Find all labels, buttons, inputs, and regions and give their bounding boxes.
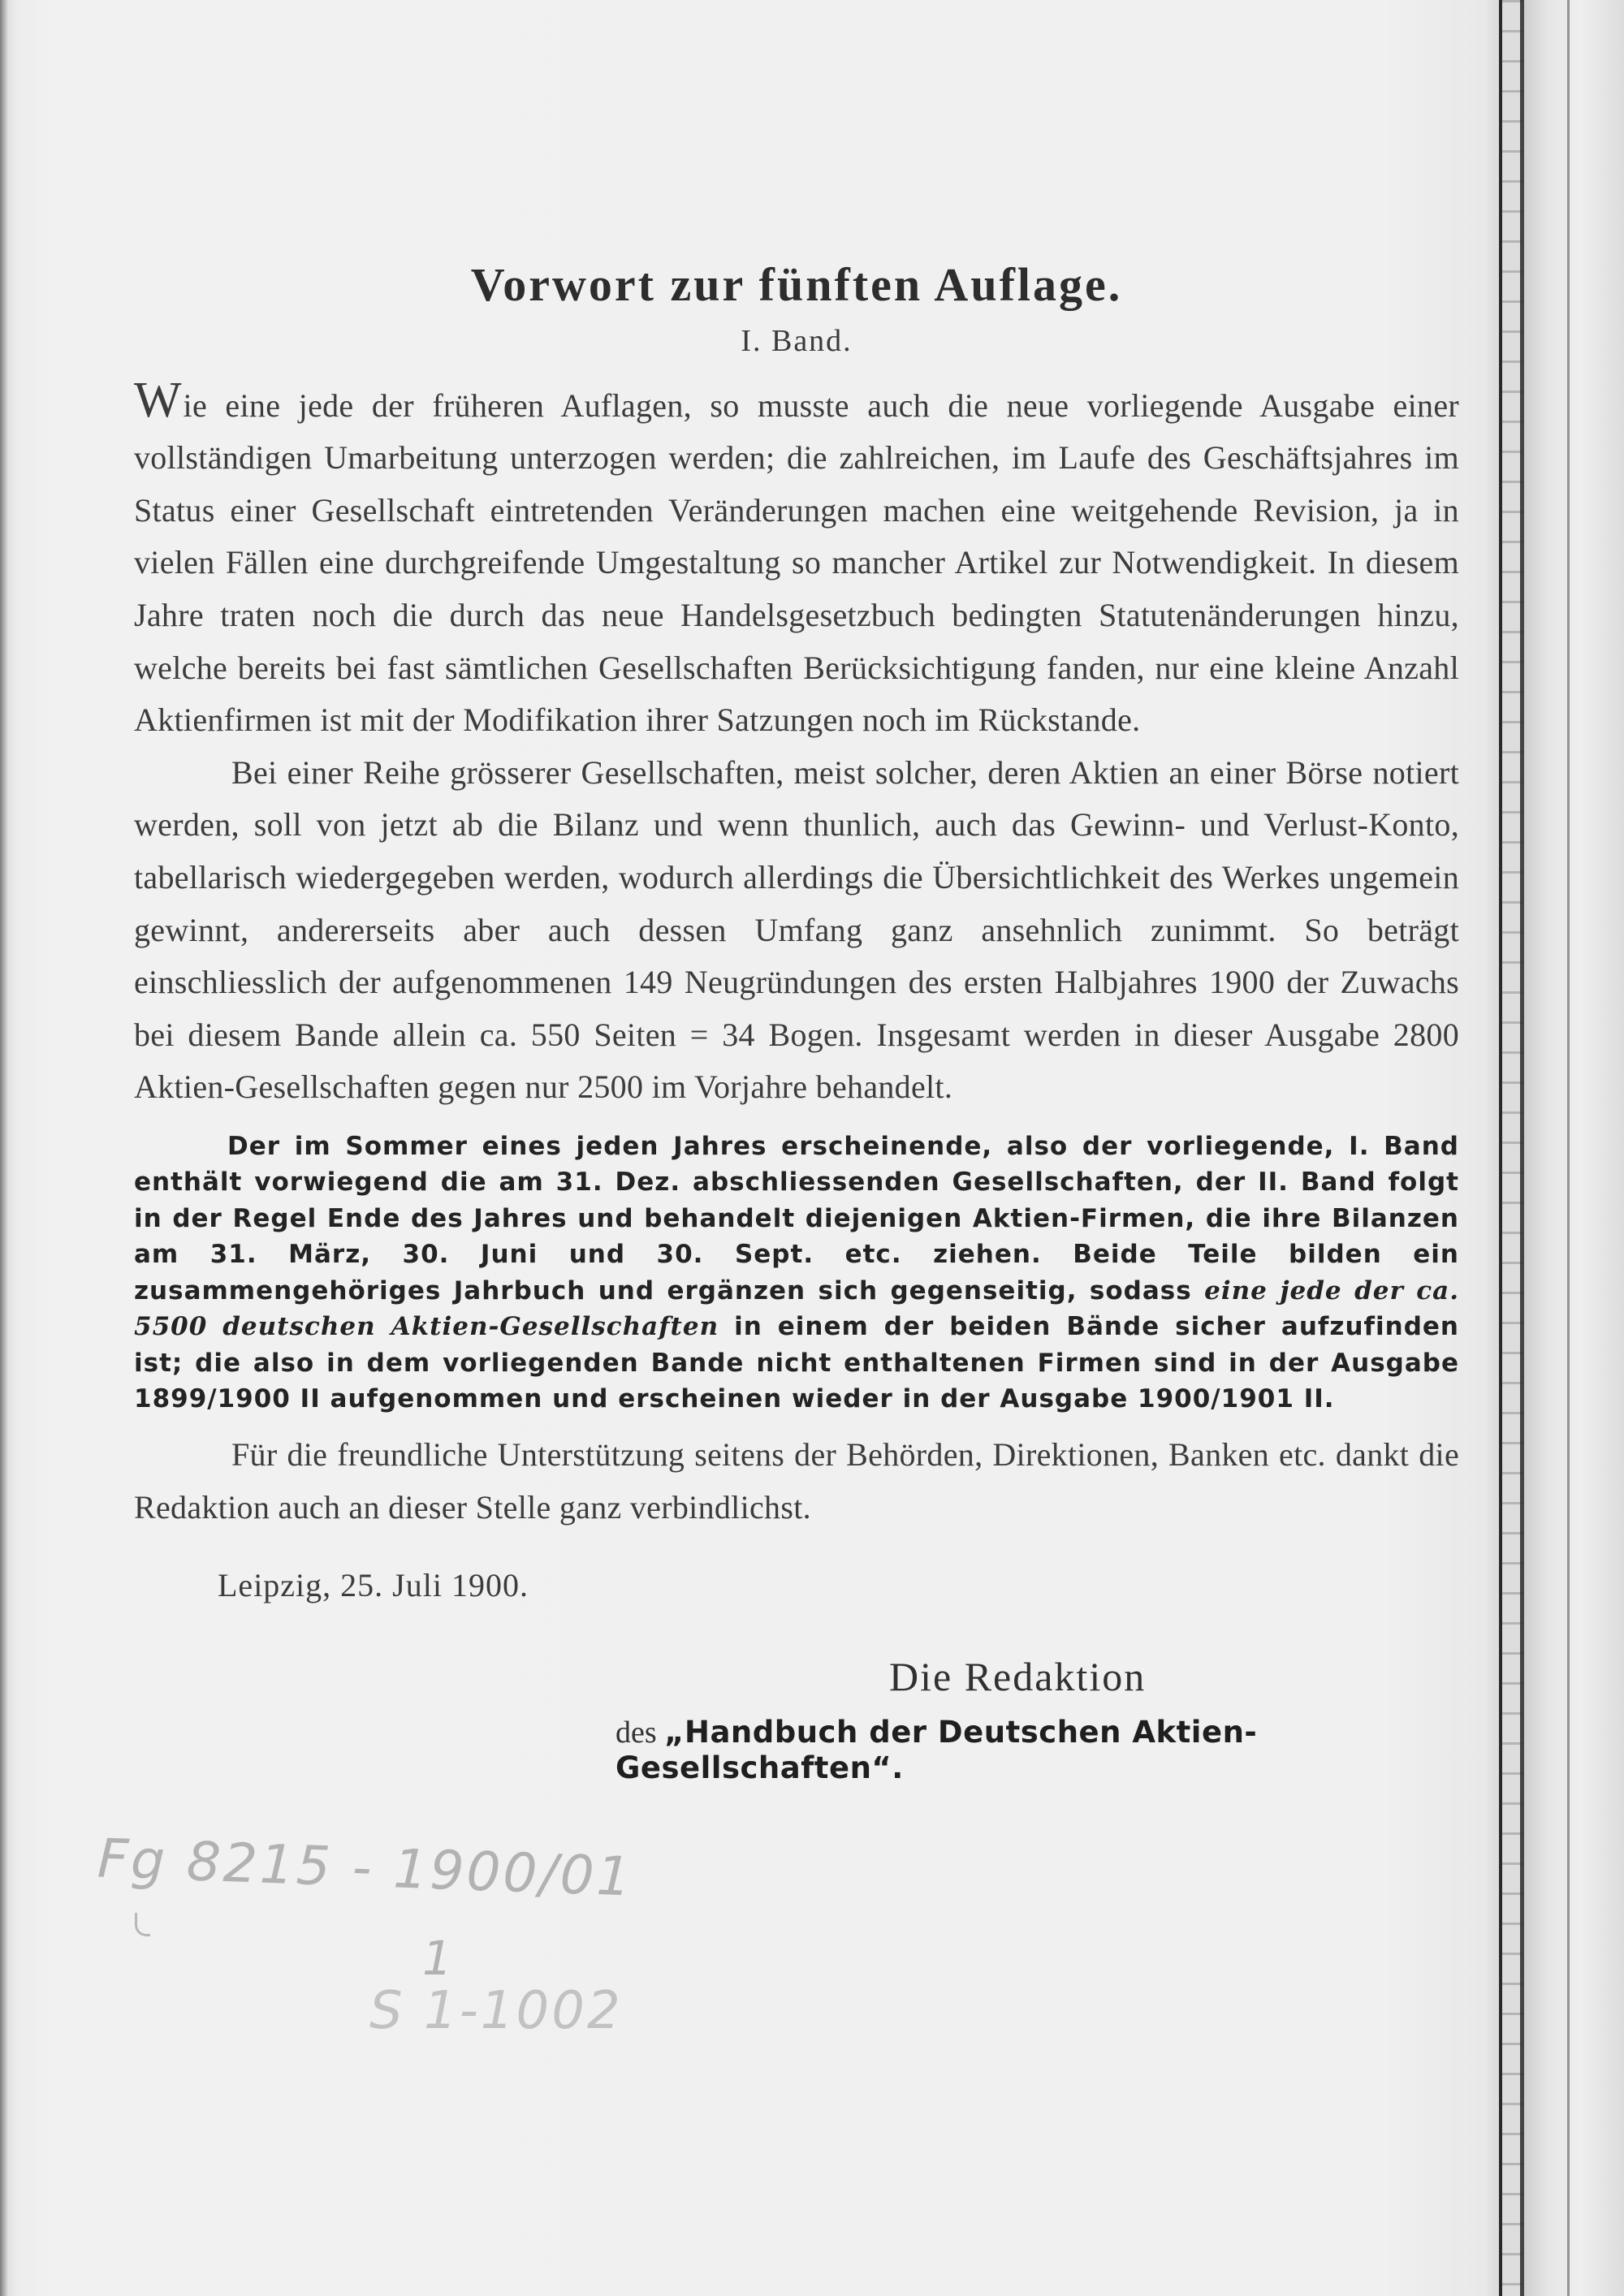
volume-note bbox=[134, 1129, 1459, 1418]
signature-prefix: des bbox=[615, 1716, 657, 1750]
pencil-mark bbox=[135, 1913, 150, 1936]
pencil-shelfmark: Fg 8215 - 1900/01 bbox=[96, 1827, 634, 1909]
volume-note-emphasis: eine jede der ca. 5500 deutschen Aktien-Gesellschaften bbox=[134, 1275, 1459, 1342]
volume-label: I. Band. bbox=[741, 323, 853, 358]
preface-body bbox=[134, 244, 1459, 1786]
paragraph-1 bbox=[134, 372, 1459, 747]
paragraph-2: Bei einer Reihe grösserer Gesellschaften, meist solcher, deren Aktien an einer Börse notiert werden, soll von jetzt ab die Bilanz und wenn thunlich, auch das Gewinn- und Verlust-Konto, tabellarisch wiedergegeben werden, wodurch allerdings die Übersichtlichkeit des Werkes ungemein gewinnt, andererseits aber auch dessen Umfang ganz ansehnlich zunimmt. So beträgt einschliesslich der aufgenommenen 149 Neugründungen des ersten Halbjahres 1900 der Zuwachs bei diesem Bande allein ca. 550 Seiten = 34 Bogen. Insgesamt werden in dieser Ausgabe 2800 Aktien-Gesellschaften gegen nur 2500 im Vorjahre behandelt. bbox=[134, 753, 1459, 1106]
paragraph-1-text: ie eine jede der früheren Auflagen, so musste auch die neue vorliegende Ausgabe einer vollständigen Umarbeitung unterzogen werden; die zahlreichen, im Laufe des Geschäftsjahres im Status einer Gesellschaft eintretenden Veränderungen machen eine weitgehende Revision, ja in vielen Fällen eine durchgreifende Umgestaltung so mancher Artikel zur Notwendigkeit. In diesem Jahre traten noch die durch das neue Handelsgesetzbuch bedingten Statutenänderungen hinzu, welche bereits bei fast sämtlichen Gesellschaften Berücksichtigung fanden, nur eine kleine Anzahl Aktienfirmen ist mit der Modifikation ihrer Satzungen noch im Rückstande. bbox=[134, 386, 1459, 739]
page-title: Vorwort zur fünften Auflage. bbox=[470, 258, 1123, 311]
page-left-edge bbox=[0, 0, 8, 2296]
binding-fold-line-outer bbox=[1520, 0, 1524, 2296]
signature-line bbox=[615, 1715, 1459, 1786]
initial-letter: W bbox=[134, 372, 184, 428]
binding-crease bbox=[1567, 0, 1570, 2296]
place-date: Leipzig, 25. Juli 1900. bbox=[218, 1567, 529, 1604]
handbook-name: „Handbuch der Deutschen Aktien-Gesellschaften“. bbox=[615, 1715, 1258, 1786]
binding-fold-line bbox=[1499, 0, 1502, 2296]
pencil-stamp-number: S 1-1002 bbox=[369, 1981, 623, 2041]
binding-strip bbox=[1524, 0, 1624, 2296]
volume-note-part-1: Der im Sommer eines jeden Jahres erscheinende, also der vorliegende, I. Band enthält vorwiegend die am 31. Dez. abschliessenden Gesellschaften, der II. Band folgt in der Regel Ende des Jahres und behandelt diejenigen Aktien-Firmen, die ihre Bilanzen am 31. März, 30. Juni und 30. Sept. etc. ziehen. Beide Teile bilden ein zusammengehöriges Jahrbuch und ergänzen sich gegenseitig, sodass bbox=[134, 1131, 1459, 1306]
volume-note-part-2: in einem der beiden Bände sicher aufzufinden ist; die also in dem vorliegenden Bande nicht enthaltenen Firmen sind in der Ausgabe 1899/1900 II aufgenommen und erscheinen wieder in der Ausgabe 1900/1901 II. bbox=[134, 1312, 1459, 1414]
pencil-volume-number: 1 bbox=[422, 1931, 455, 1986]
paragraph-3: Für die freundliche Unterstützung seitens der Behörden, Direktionen, Banken etc. dankt die Redaktion auch an dieser Stelle ganz verbindlichst. bbox=[134, 1435, 1459, 1526]
signature-title: Die Redaktion bbox=[889, 1654, 1147, 1700]
